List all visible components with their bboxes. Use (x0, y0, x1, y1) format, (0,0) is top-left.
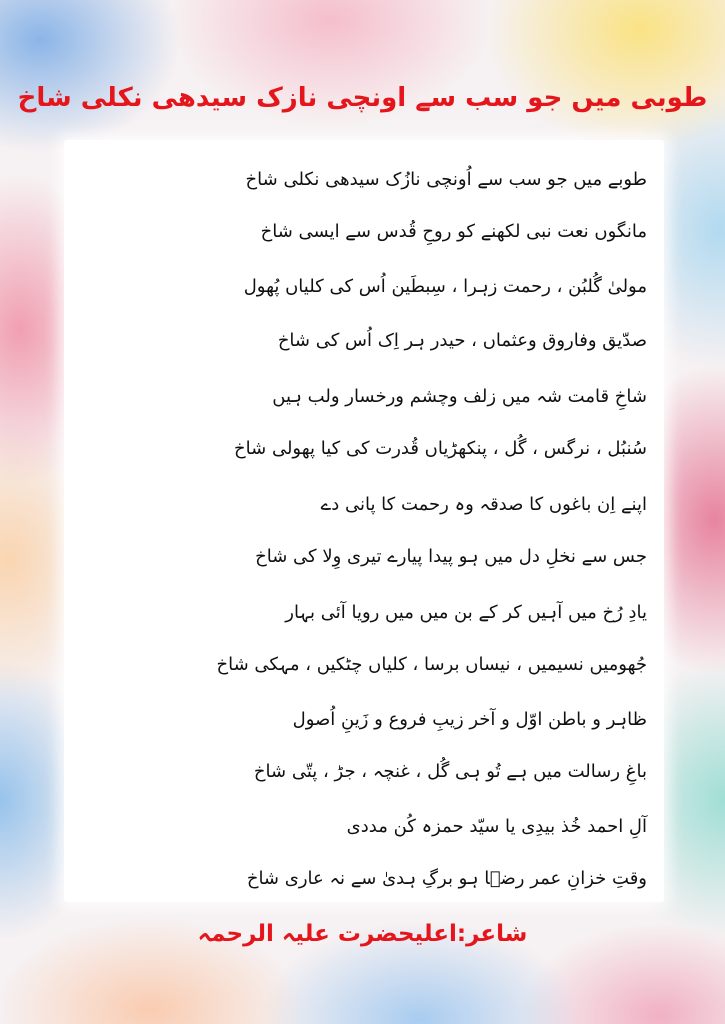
verse-line: صدّیق وفاروق وعثماں ، حیدر ہر اِک اُس کی شاخ (277, 330, 647, 351)
verse-line: آلِ احمد خُذ بیدِی یا سیّد حمزہ کُن مددی (346, 816, 647, 837)
verse-line: باغِ رسالت میں ہے تُو ہی گُل ، غنچہ ، جڑ ، پتّی شاخ (253, 761, 647, 782)
verse-line: ظاہر و باطن اوّل و آخر زیبِ فروع و زَینِ اُصول (292, 709, 647, 730)
verse-line: جس سے نخلِ دل میں ہو پیدا پیارے تیری وِلا کی شاخ (255, 546, 647, 567)
verse-line: مولیٰ گُلبُن ، رحمت زہرا ، سِبطَین اُس کی کلیاں پُھول (243, 276, 647, 297)
verse-line: شاخِ قامت شہ میں زلف وچشم ورخسار ولب ہیں (272, 386, 647, 407)
verse-line: جُھومیں نسیمیں ، نیساں برسا ، کلیاں چٹکیں ، مہکی شاخ (216, 654, 647, 675)
verse-line: اپنے اِن باغوں کا صدقہ وہ رحمت کا پانی دے (320, 494, 647, 515)
verse-line: سُنبُل ، نرگس ، گُل ، پنکھڑیاں قُدرت کی کیا پھولی شاخ (234, 438, 647, 459)
poet-credit: شاعر:اعلیحضرت علیہ الرحمہ (197, 921, 528, 947)
verse-line: طوبے میں جو سب سے اُونچی نازُک سیدھی نکلی شاخ (245, 169, 647, 190)
poem-title: طوبی میں جو سب سے اونچی نازک سیدھی نکلی شاخ (17, 83, 708, 113)
verse-line: یادِ رُخ میں آہیں کر کے بن میں میں رویا آئی بہار (285, 602, 647, 623)
verse-line: وقتِ خزانِ عمر رضؔا ہو برگِ ہدیٰ سے نہ عاری شاخ (246, 868, 647, 889)
verse-line: مانگوں نعت نبی لکھنے کو روحِ قُدس سے ایسی شاخ (260, 221, 647, 242)
